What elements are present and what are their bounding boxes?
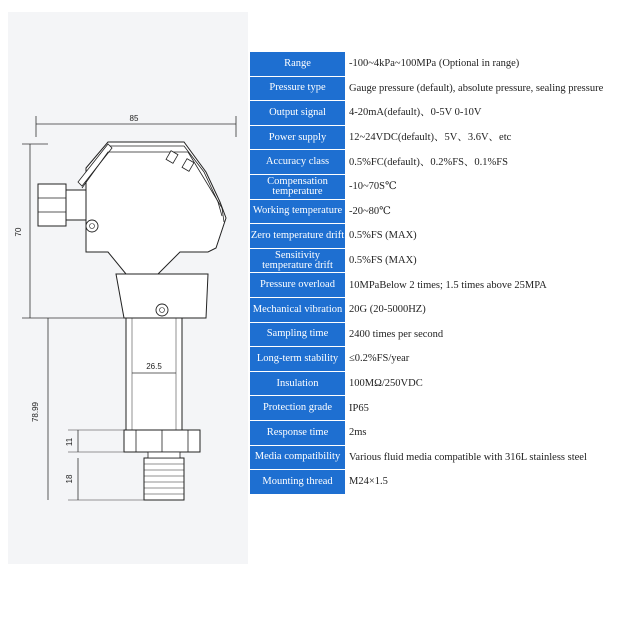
dim-stem-width-label: 26.5 bbox=[146, 362, 162, 371]
spec-label: Insulation bbox=[250, 372, 345, 396]
spec-value: 10MPaBelow 2 times; 1.5 times above 25MPA bbox=[349, 279, 547, 291]
dim-nut-label: 11 bbox=[65, 437, 74, 447]
spec-label: Long-term stability bbox=[250, 347, 345, 371]
spec-label: Compensation temperature bbox=[250, 175, 345, 199]
spec-row bbox=[250, 396, 638, 420]
spec-value: Gauge pressure (default), absolute pressure, sealing pressure bbox=[349, 82, 604, 94]
mounting-thread bbox=[144, 452, 184, 500]
spec-value: -100~4kPa~100MPa (Optional in range) bbox=[349, 58, 520, 70]
spec-value: Various fluid media compatible with 316L stainless steel bbox=[349, 451, 587, 463]
spec-value: 20G (20-5000HZ) bbox=[349, 304, 426, 316]
spec-value: -20~80℃ bbox=[349, 205, 391, 217]
screw-icon bbox=[86, 220, 98, 232]
spec-value: 100MΩ/250VDC bbox=[349, 378, 423, 390]
spec-value: 0.5%FS (MAX) bbox=[349, 255, 417, 267]
technical-drawing bbox=[8, 12, 248, 564]
spec-value: 0.5%FS (MAX) bbox=[349, 230, 417, 242]
spec-label: Mounting thread bbox=[250, 470, 345, 494]
spec-value: 12~24VDC(default)、5V、3.6V、etc bbox=[349, 132, 512, 144]
hex-nut bbox=[124, 430, 200, 452]
spec-label: Accuracy class bbox=[250, 150, 345, 174]
dim-head-height-label: 70 bbox=[14, 227, 23, 237]
spec-label: Mechanical vibration bbox=[250, 298, 345, 322]
sensor-neck bbox=[116, 274, 208, 318]
spec-row bbox=[250, 224, 638, 248]
spec-table bbox=[250, 52, 638, 495]
spec-row bbox=[250, 323, 638, 347]
spec-value: ≤0.2%FS/year bbox=[349, 353, 410, 365]
dim-lower-height-label: 78.99 bbox=[31, 401, 40, 423]
spec-row bbox=[250, 249, 638, 273]
spec-label: Working temperature bbox=[250, 200, 345, 224]
spec-row bbox=[250, 347, 638, 371]
spec-label: Protection grade bbox=[250, 396, 345, 420]
spec-value: IP65 bbox=[349, 402, 369, 414]
spec-label: Power supply bbox=[250, 126, 345, 150]
spec-label: Media compatibility bbox=[250, 446, 345, 470]
spec-label: Range bbox=[250, 52, 345, 76]
spec-label: Pressure overload bbox=[250, 273, 345, 297]
spec-row bbox=[250, 372, 638, 396]
spec-label: Pressure type bbox=[250, 77, 345, 101]
spec-row bbox=[250, 298, 638, 322]
spec-row bbox=[250, 52, 638, 76]
dim-thread-label: 18 bbox=[65, 474, 74, 484]
spec-row bbox=[250, 273, 638, 297]
spec-row bbox=[250, 175, 638, 199]
spec-value: -10~70S℃ bbox=[349, 181, 397, 193]
spec-value: M24×1.5 bbox=[349, 476, 388, 488]
spec-label: Sensitivity temperature drift bbox=[250, 249, 345, 273]
spec-value: 0.5%FC(default)、0.2%FS、0.1%FS bbox=[349, 156, 508, 168]
spec-row bbox=[250, 446, 638, 470]
spec-row bbox=[250, 200, 638, 224]
spec-value: 2400 times per second bbox=[349, 328, 444, 340]
spec-label: Response time bbox=[250, 421, 345, 445]
terminal-head bbox=[38, 142, 226, 274]
spec-row bbox=[250, 150, 638, 174]
dim-width-label: 85 bbox=[129, 114, 139, 123]
spec-value: 2ms bbox=[349, 427, 367, 439]
spec-label: Zero temperature drift bbox=[250, 224, 345, 248]
spec-value: 4-20mA(default)、0-5V 0-10V bbox=[349, 107, 482, 119]
sensor-stem bbox=[126, 318, 182, 430]
spec-row bbox=[250, 421, 638, 445]
spec-label: Sampling time bbox=[250, 323, 345, 347]
spec-row bbox=[250, 470, 638, 494]
sensor-dimension-drawing bbox=[8, 12, 248, 564]
screw-icon bbox=[156, 304, 168, 316]
spec-row bbox=[250, 101, 638, 125]
spec-label: Output signal bbox=[250, 101, 345, 125]
spec-row bbox=[250, 126, 638, 150]
spec-row bbox=[250, 77, 638, 101]
